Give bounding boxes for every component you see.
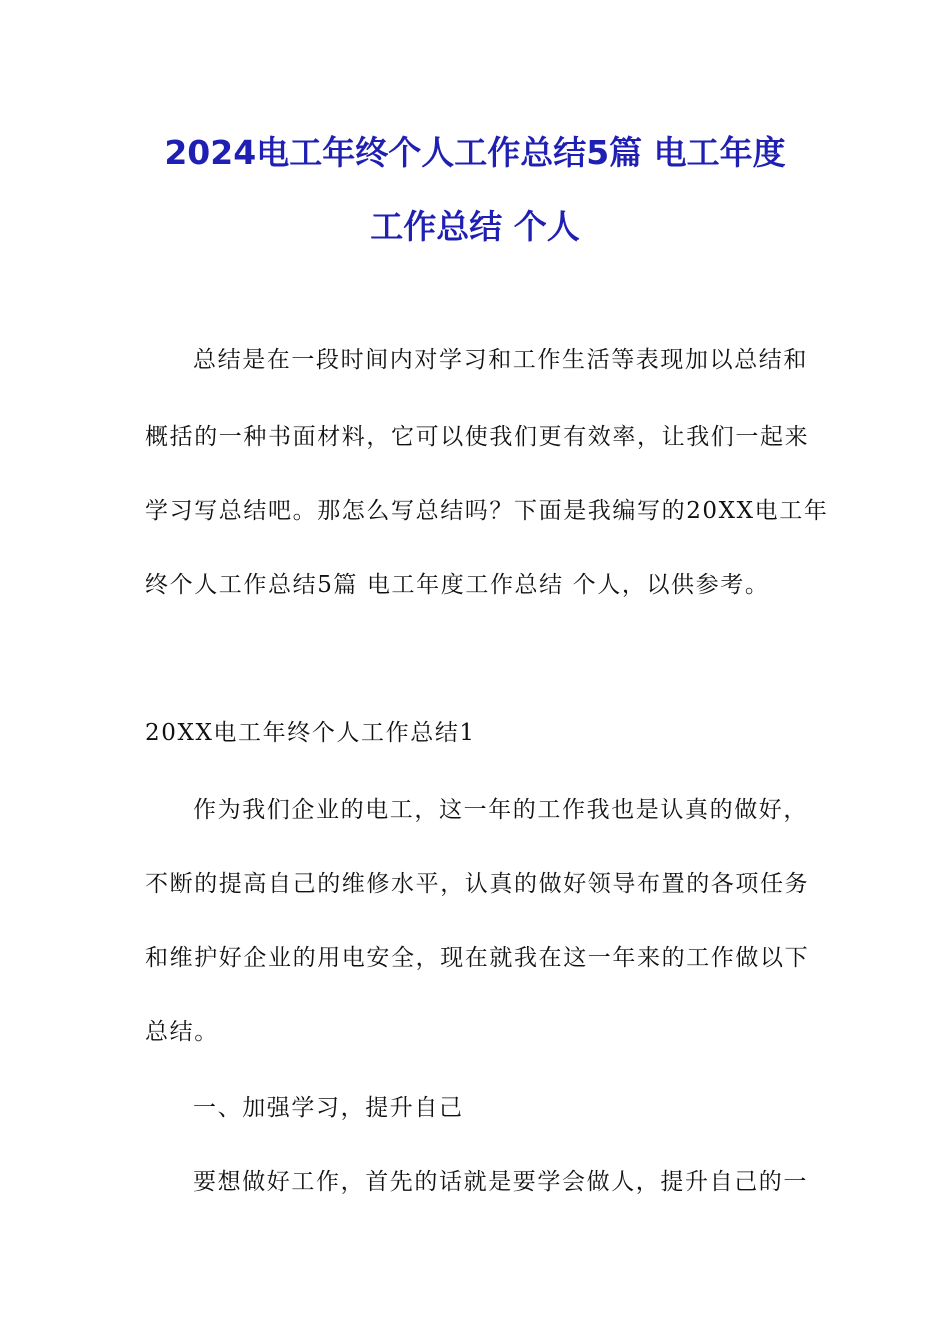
subheading: 一、加强学习，提升自己 [193,1095,464,1121]
para1-line-2: 不断的提高自己的维修水平，认真的做好领导布置的各项任务 [145,871,810,897]
para2-line-1: 要想做好工作，首先的话就是要学会做人，提升自己的一 [193,1169,808,1195]
section-heading: 20XX电工年终个人工作总结1 [145,720,476,746]
intro-line-1: 总结是在一段时间内对学习和工作生活等表现加以总结和 [193,347,808,373]
para1-line-3: 和维护好企业的用电安全，现在就我在这一年来的工作做以下 [145,945,810,971]
para1-line-1: 作为我们企业的电工，这一年的工作我也是认真的做好， [193,797,808,823]
intro-line-3: 学习写总结吧。那怎么写总结吗？下面是我编写的20XX电工年 [145,498,829,524]
intro-line-4: 终个人工作总结5篇 电工年度工作总结 个人，以供参考。 [145,572,770,598]
document-title-line-1: 2024电工年终个人工作总结5篇 电工年度 [164,133,786,172]
document-title-line-2: 工作总结 个人 [370,207,580,246]
para1-line-4: 总结。 [145,1019,219,1045]
intro-line-2: 概括的一种书面材料，它可以使我们更有效率，让我们一起来 [145,424,810,450]
